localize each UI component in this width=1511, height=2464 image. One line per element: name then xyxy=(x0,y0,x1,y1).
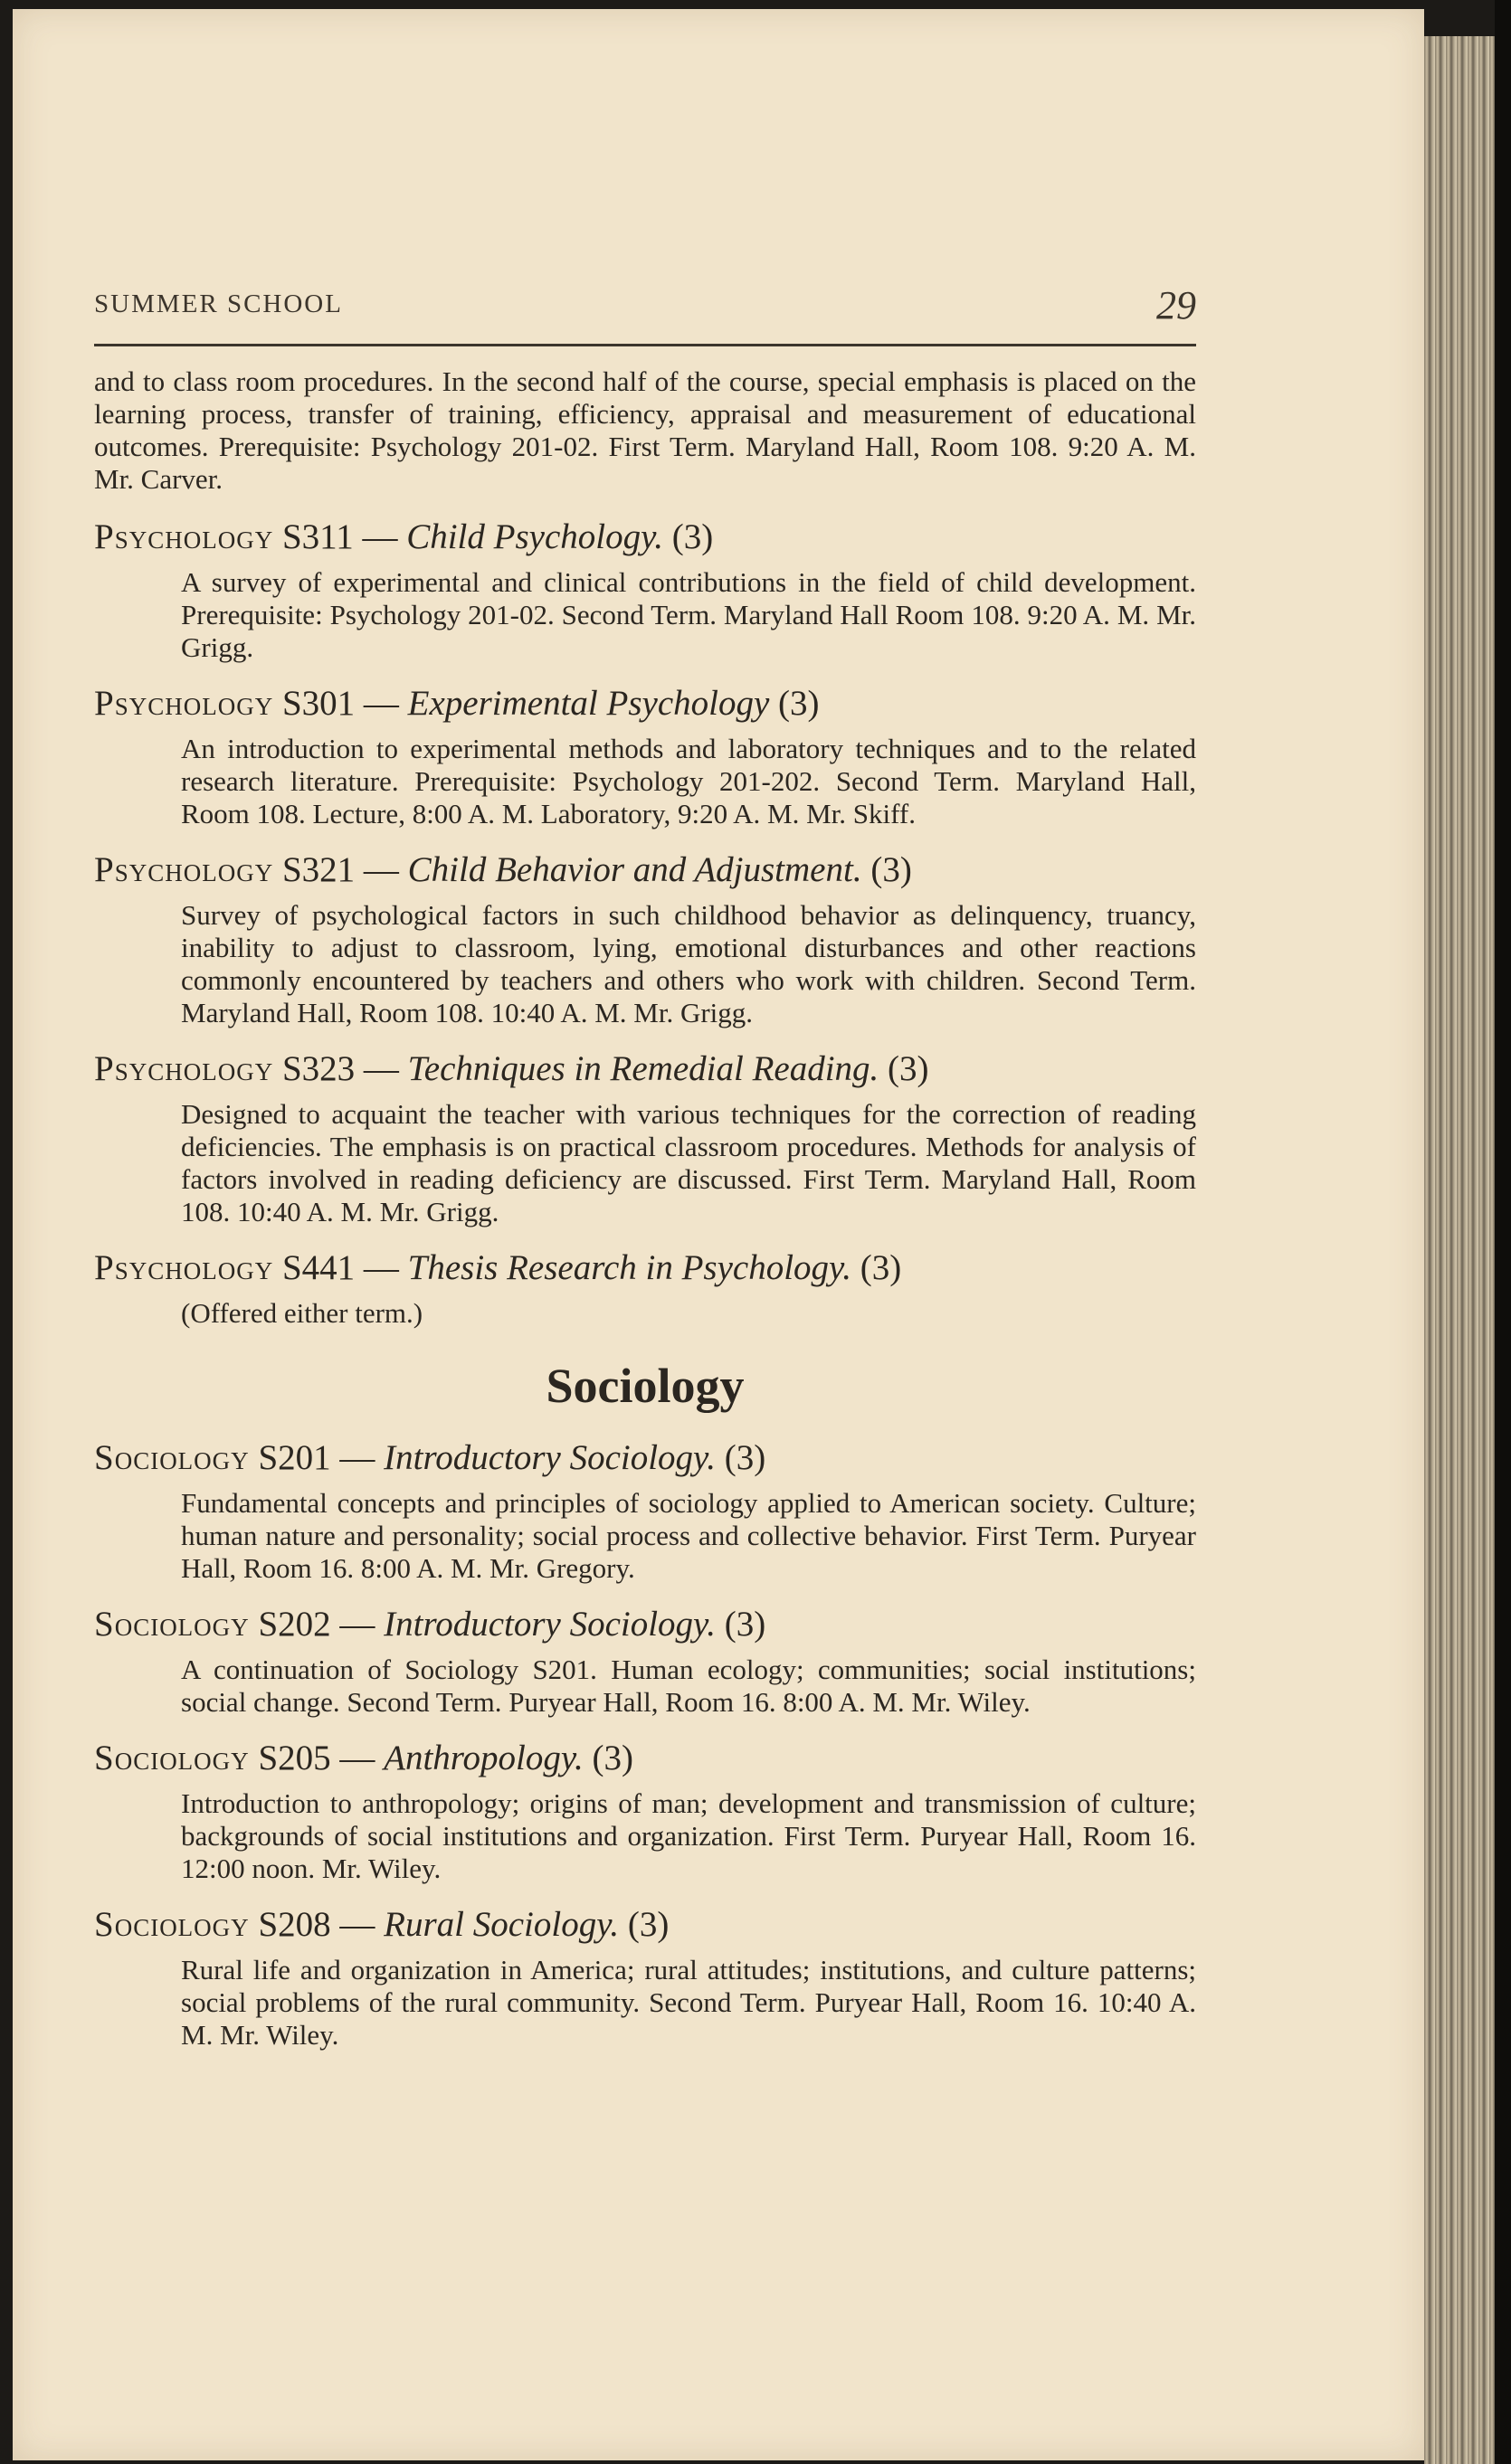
course-entry xyxy=(94,1735,1196,1885)
course-description: Designed to acquaint the teacher with various techniques for the correction of reading deficiencies. The emphasis is on practical classroom procedures. Methods for analysis of factors involved in reading deficiency are discussed. First Term. Maryland Hall, Room 108. 10:40 A. M. Mr. Grigg. xyxy=(181,1098,1196,1227)
course-description: An introduction to experimental methods and laboratory techniques and to the related research literature. Prerequisite: Psychology 201-202. Second Term. Maryland Hall, Room 108. Lecture, 8:00 A. M. Laboratory, 9:20 A. M. Mr. Skiff. xyxy=(181,733,1196,829)
book-spine-edge xyxy=(1424,36,1495,2464)
course-title: Experimental Psychology xyxy=(407,684,770,723)
course-entry xyxy=(94,514,1196,664)
course-department: Psychology xyxy=(94,517,274,556)
course-title: Rural Sociology. xyxy=(384,1905,620,1944)
course-number: S311 xyxy=(281,517,354,556)
course-credits: (3) xyxy=(671,517,714,556)
course-number: S205 xyxy=(258,1739,331,1777)
course-entry xyxy=(94,1901,1196,2052)
course-credits: (3) xyxy=(860,1248,902,1287)
page-content xyxy=(94,365,1196,2068)
course-description: Rural life and organization in America; rural attitudes; institutions, and culture patterns; social problems of the rural community. Second Term. Puryear Hall, Room 16. 10:40 A. M. Mr. Wiley. xyxy=(181,1954,1196,2051)
course-dash: — xyxy=(363,1049,399,1088)
course-title: Introductory Sociology. xyxy=(384,1605,716,1644)
continuation-paragraph: and to class room procedures. In the second half of the course, special emphasis is placed on the learning process, transfer of training, efficiency, appraisal and measurement of educational outcomes. Prerequisite: Psychology 201-02. First Term. Maryland Hall, Room 108. 9:20 A. M. Mr. Carver. xyxy=(94,365,1196,495)
running-title: SUMMER SCHOOL xyxy=(94,289,343,318)
course-description: Introduction to anthropology; origins of man; development and transmission of culture; backgrounds of social institutions and organization. First Term. Puryear Hall, Room 16. 12:00 noon. Mr. Wiley. xyxy=(181,1787,1196,1884)
course-heading xyxy=(94,1735,1196,1782)
course-entry xyxy=(94,680,1196,830)
course-title: Thesis Research in Psychology. xyxy=(407,1248,851,1287)
course-department: Psychology xyxy=(94,1049,274,1088)
course-entry xyxy=(94,1245,1196,1330)
course-dash: — xyxy=(339,1905,375,1944)
course-dash: — xyxy=(362,517,398,556)
page-number: 29 xyxy=(1156,283,1196,327)
sociology-course-list xyxy=(94,1435,1196,2052)
course-dash: — xyxy=(363,850,399,889)
course-description: A continuation of Sociology S201. Human ecology; communities; social institutions; social change. Second Term. Puryear Hall, Room 16. 8:00 A. M. Mr. Wiley. xyxy=(181,1654,1196,1718)
course-title: Child Behavior and Adjustment. xyxy=(407,850,862,889)
course-heading xyxy=(94,680,1196,727)
course-number: S441 xyxy=(281,1248,356,1287)
course-number: S321 xyxy=(281,850,356,889)
course-description: Fundamental concepts and principles of sociology applied to American society. Culture; human nature and personality; social process and collective behavior. First Term. Puryear Hall, Room 16. 8:00 A. M. Mr. Gregory. xyxy=(181,1487,1196,1584)
course-dash: — xyxy=(339,1438,375,1477)
course-heading xyxy=(94,847,1196,894)
course-heading xyxy=(94,1601,1196,1648)
course-credits: (3) xyxy=(592,1739,634,1777)
course-title: Anthropology. xyxy=(384,1739,584,1777)
course-department: Sociology xyxy=(94,1739,250,1777)
course-department: Sociology xyxy=(94,1438,250,1477)
section-heading-sociology: Sociology xyxy=(546,1359,745,1413)
header-rule xyxy=(94,344,1196,346)
course-dash: — xyxy=(339,1739,375,1777)
course-title: Introductory Sociology. xyxy=(384,1438,716,1477)
course-number: S202 xyxy=(258,1605,331,1644)
course-entry xyxy=(94,1046,1196,1228)
course-heading xyxy=(94,1046,1196,1093)
course-department: Sociology xyxy=(94,1905,250,1944)
course-description: A survey of experimental and clinical contributions in the field of child development. Prerequisite: Psychology 201-02. Second Term. Maryland Hall Room 108. 9:20 A. M. Mr. Grigg. xyxy=(181,566,1196,663)
course-entry xyxy=(94,1601,1196,1719)
course-number: S201 xyxy=(258,1438,331,1477)
course-heading xyxy=(94,1435,1196,1482)
course-title: Techniques in Remedial Reading. xyxy=(407,1049,879,1088)
course-number: S323 xyxy=(281,1049,356,1088)
course-heading xyxy=(94,1245,1196,1292)
course-credits: (3) xyxy=(627,1905,670,1944)
course-number: S208 xyxy=(258,1905,331,1944)
running-head xyxy=(94,282,1196,336)
psychology-course-list xyxy=(94,514,1196,1330)
course-number: S301 xyxy=(281,684,356,723)
course-department: Psychology xyxy=(94,850,274,889)
course-credits: (3) xyxy=(724,1605,766,1644)
course-credits: (3) xyxy=(778,684,820,723)
course-entry xyxy=(94,1435,1196,1585)
course-heading xyxy=(94,1901,1196,1948)
course-department: Sociology xyxy=(94,1605,250,1644)
course-department: Psychology xyxy=(94,1248,274,1287)
course-heading xyxy=(94,514,1196,561)
course-dash: — xyxy=(363,684,399,723)
course-description: Survey of psychological factors in such childhood behavior as delinquency, truancy, inability to adjust to classroom, lying, emotional disturbances and other reactions commonly encountered by teachers and others who work with children. Second Term. Maryland Hall, Room 108. 10:40 A. M. Mr. Grigg. xyxy=(181,899,1196,1028)
course-credits: (3) xyxy=(888,1049,929,1088)
course-credits: (3) xyxy=(870,850,912,889)
course-entry xyxy=(94,847,1196,1029)
course-description: (Offered either term.) xyxy=(181,1297,423,1329)
course-title: Child Psychology. xyxy=(406,517,664,556)
scan-edge-shadow xyxy=(1495,0,1511,2464)
course-department: Psychology xyxy=(94,684,274,723)
course-credits: (3) xyxy=(724,1438,766,1477)
course-dash: — xyxy=(363,1248,399,1287)
course-dash: — xyxy=(339,1605,375,1644)
